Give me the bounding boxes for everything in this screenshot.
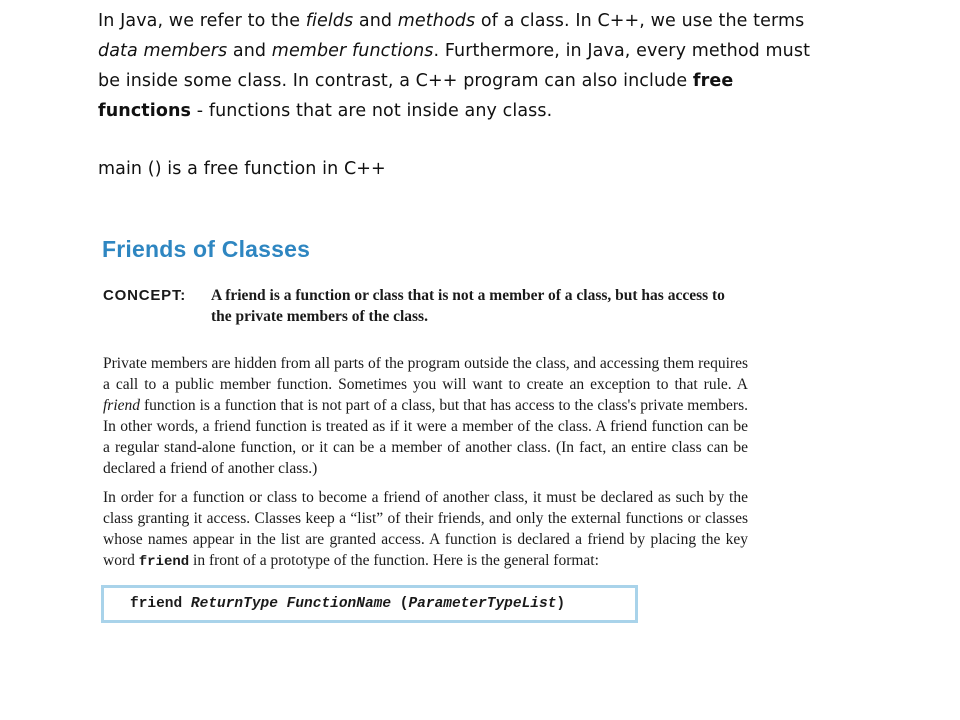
concept-box	[100, 285, 755, 327]
textbook-excerpt	[100, 236, 755, 623]
intro-text-run: - functions that are not inside any class.	[191, 101, 553, 121]
code-paren: (	[399, 596, 409, 612]
intro-text-run: . Furthermore, in Java, every method must be inside some class. In contrast, a C++ program can also include	[98, 41, 811, 91]
term-friend: friend	[103, 397, 141, 414]
term-free-functions: free functions	[98, 71, 734, 121]
keyword-friend: friend	[138, 554, 190, 570]
body-paragraph-1	[103, 353, 748, 479]
term-data-members: data members	[98, 41, 228, 61]
intro-text	[98, 6, 818, 184]
concept-text: A friend is a function or class that is not a member of a class, but has access to the private members of the class.	[211, 287, 725, 325]
body-paragraph-2	[103, 487, 748, 573]
body-text-run: function is a function that is not part of a class, but that has access to the class's private members. In other words, a friend function is treated as if it were a member of the class. A friend function can be a regular stand-alone function, or it can be a member of another class. (In fact, an entire class can be declared a friend of another class.)	[103, 397, 748, 477]
body-text-run: in front of a prototype of the function. Here is the general format:	[189, 552, 599, 569]
code-paren: )	[556, 596, 566, 612]
term-member-functions: member functions	[271, 41, 434, 61]
body-text-run: In order for a function or class to become a friend of another class, it must be declared as such by the class granting it access. Classes keep a “list” of their friends, and only the external functions or classes whose names appear in the list are granted access. A function is declared a friend by placing the key word	[103, 489, 748, 569]
code-return-type: ReturnType	[190, 596, 278, 612]
code-keyword: friend	[130, 596, 183, 612]
intro-note: main () is a free function in C++	[98, 159, 386, 179]
term-methods: methods	[397, 11, 476, 31]
spacer	[98, 126, 818, 154]
intro-text-run: and	[227, 41, 272, 61]
code-params: ParameterTypeList	[408, 596, 557, 612]
intro-text-run: and	[353, 11, 398, 31]
intro-text-run: of a class. In C++, we use the terms	[475, 11, 805, 31]
section-title: Friends of Classes	[102, 236, 311, 262]
intro-paragraph	[98, 6, 818, 126]
code-function-name: FunctionName	[286, 596, 392, 612]
concept-label: CONCEPT:	[103, 287, 187, 304]
code-format-box	[101, 585, 638, 623]
term-fields: fields	[305, 11, 354, 31]
body-text-run: Private members are hidden from all parts of the program outside the class, and accessing them requires a call to a public member function. Sometimes you will want to create an exception to that rule. A	[103, 355, 748, 393]
intro-text-run: In Java, we refer to the	[98, 11, 306, 31]
